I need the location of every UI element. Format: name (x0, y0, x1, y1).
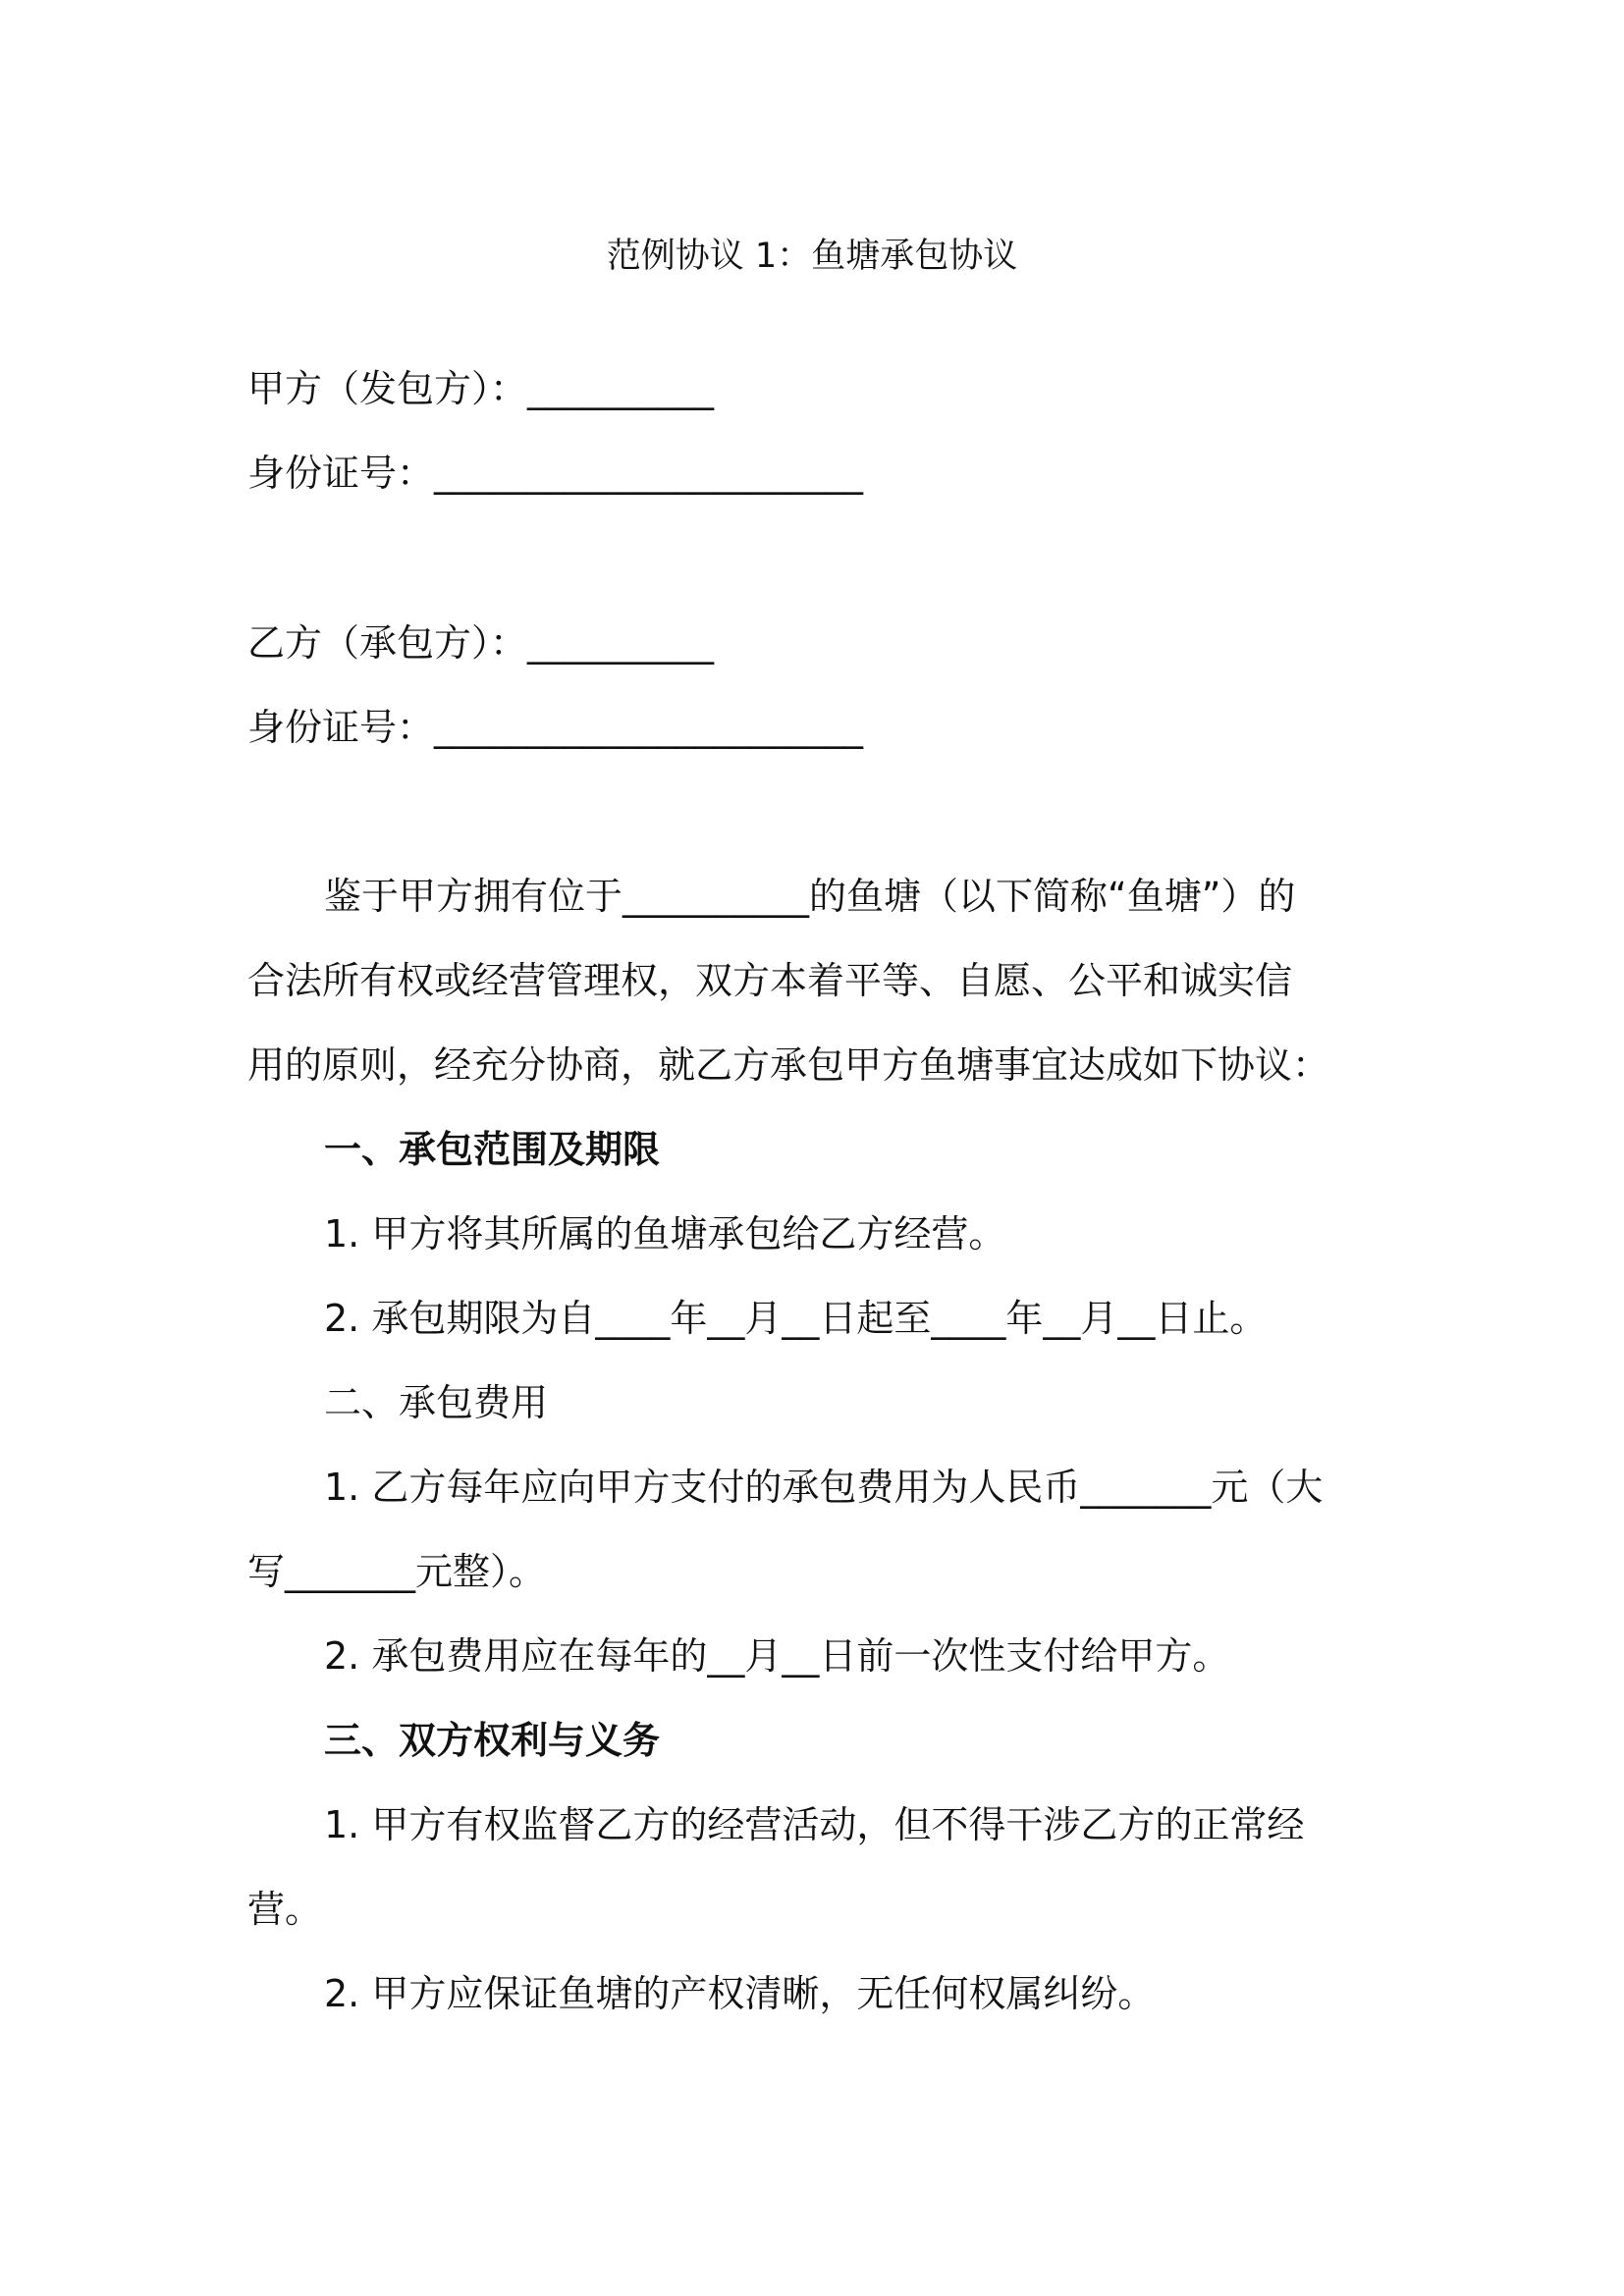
section-3-item-1-line-1: 1. 甲方有权监督乙方的经营活动，但不得干涉乙方的正常经 (324, 1803, 1305, 1846)
section-3-heading: 三、双方权利与义务 (324, 1719, 661, 1762)
section-2-item-1-line-1: 1. 乙方每年应向甲方支付的承包费用为人民币_______元（大 (324, 1466, 1324, 1509)
section-1-heading: 一、承包范围及期限 (324, 1128, 661, 1171)
section-3-item-2: 2. 甲方应保证鱼塘的产权清晰，无任何权属纠纷。 (324, 1972, 1156, 2015)
section-2-heading: 二、承包费用 (324, 1381, 549, 1424)
section-2-item-1-line-2: 写_______元整）。 (247, 1550, 547, 1593)
preamble-line-2: 合法所有权或经营管理权，双方本着平等、自愿、公平和诚实信 (247, 959, 1293, 1002)
section-2-item-2: 2. 承包费用应在每年的__月__日前一次性支付给甲方。 (324, 1634, 1230, 1678)
preamble-line-1: 鉴于甲方拥有位于__________的鱼塘（以下简称“鱼塘”）的 (324, 875, 1296, 918)
preamble-line-3: 用的原则，经充分协商，就乙方承包甲方鱼塘事宜达成如下协议： (247, 1043, 1330, 1087)
section-1-item-2: 2. 承包期限为自____年__月__日起至____年__月__日止。 (324, 1297, 1268, 1340)
section-1-item-1: 1. 甲方将其所属的鱼塘承包给乙方经营。 (324, 1212, 1006, 1255)
document-title: 范例协议 1：鱼塘承包协议 (606, 237, 1018, 276)
party-b-id: 身份证号：_______________________ (247, 706, 864, 749)
party-a-id: 身份证号：_______________________ (247, 452, 864, 495)
party-b-label: 乙方（承包方）：__________ (247, 621, 715, 665)
party-a-label: 甲方（发包方）：__________ (247, 367, 715, 410)
section-3-item-1-line-2: 营。 (247, 1888, 323, 1931)
